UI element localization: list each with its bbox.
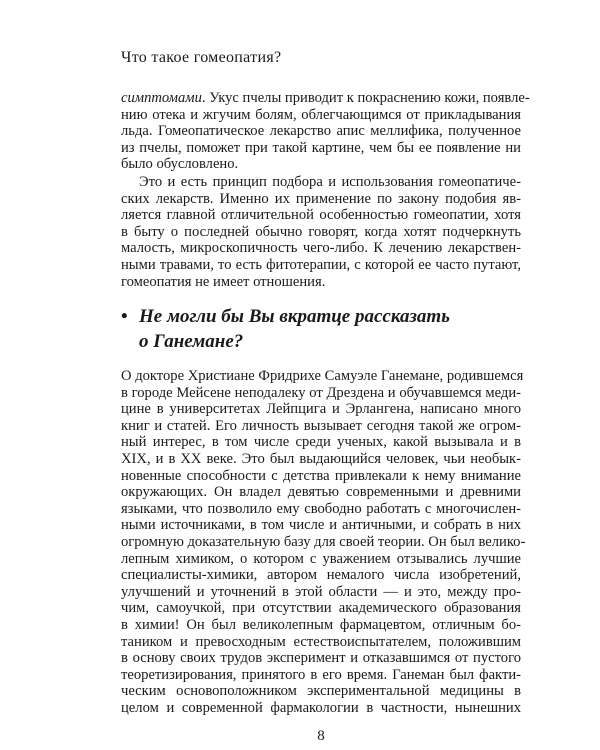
text-line: ными травами, то есть фитотерапии, с которой ее часто путают, bbox=[121, 256, 521, 273]
text-line: лепным химиком, о котором с уважением отзывались лучшие bbox=[121, 550, 521, 567]
text-line: гомеопатия не имеет отношения. bbox=[121, 273, 326, 290]
text-span: . Укус пчелы приводит к покраснению кожи, появле- bbox=[201, 90, 530, 106]
text-line: теоретизирования, принятого в его время. Ганеман был факти- bbox=[121, 666, 521, 683]
page-number: 8 bbox=[317, 728, 325, 744]
paragraph-1 bbox=[121, 90, 530, 173]
text-line: было обусловлено. bbox=[121, 156, 239, 173]
paragraph-2 bbox=[121, 174, 521, 290]
book-page bbox=[121, 0, 530, 750]
text-line: в быту о последней обычно говорят, когда хотят подчеркнуть bbox=[121, 223, 521, 240]
text-line: специалисты-химики, автором немалого числа изобретений, bbox=[121, 567, 521, 584]
text-line: ными источниками, в том числе и античными, и собрать в них bbox=[121, 517, 521, 534]
text-line: книг и статей. Его личность вызывает сегодня такой же огром- bbox=[121, 417, 521, 434]
text-line: нию отека и жгучим болям, облегчающимся от прикладывания bbox=[121, 106, 521, 123]
question-line: Не могли бы Вы вкратце рассказать bbox=[139, 306, 450, 327]
text-line: чим, самоучкой, при отсутствии академического образования bbox=[121, 600, 521, 617]
italic-term: симптомами bbox=[121, 90, 202, 106]
text-line: О докторе Христиане Фридрихе Самуэле Ганемане, родившемся bbox=[121, 368, 524, 384]
bullet-icon: • bbox=[121, 306, 128, 327]
running-header: Что такое гомеопатия? bbox=[121, 49, 282, 66]
text-line: льда. Гомеопатическое лекарство апис меллифика, полученное bbox=[121, 123, 521, 140]
text-line bbox=[121, 90, 530, 107]
text-line: ный интерес, в том числе среди ученых, какой вызывала и в bbox=[121, 434, 521, 451]
text-line: огромную доказательную базу для своей теории. Он был велико- bbox=[121, 533, 526, 550]
question-line: о Ганемане? bbox=[139, 331, 244, 352]
text-line: новенные способности с детства привлекали к нему внимание bbox=[121, 467, 521, 484]
paragraph-3 bbox=[121, 368, 526, 716]
text-line: ских лекарств. Именно их применение по закону подобия яв- bbox=[121, 190, 521, 207]
text-line: XIX, и в XX веке. Это был выдающийся человек, чьи необык- bbox=[121, 450, 521, 467]
text-line: в химии! Он был великолепным фармацевтом, отличным бо- bbox=[121, 616, 521, 633]
text-line: в городе Мейсене неподалеку от Дрездена и обучавшемся меди- bbox=[121, 384, 521, 401]
text-line: малость, микроскопичность чего-либо. К лечению лекарствен- bbox=[121, 240, 521, 257]
text-line: Это и есть принцип подбора и использования гомеопатиче- bbox=[139, 174, 521, 190]
text-line: окружающих. Он владел девятью современными и древними bbox=[121, 484, 521, 501]
text-line: целом и современной фармакологии в частности, нынешних bbox=[121, 699, 521, 716]
text-line: таником и превосходным естествоиспытателем, положившим bbox=[121, 633, 521, 650]
text-line: ческим основоположником экспериментальной медицины в bbox=[121, 683, 521, 700]
text-line: улучшений и уточнений в этой области — и это, между про- bbox=[121, 583, 521, 600]
text-line: цине в университетах Лейпцига и Эрлангена, написано много bbox=[121, 401, 521, 418]
text-line: в основу своих трудов эксперимент и отказавшимся от пустого bbox=[121, 650, 521, 667]
text-line: ляется главной отличительной особенностью гомеопатии, хотя bbox=[121, 207, 521, 224]
text-line: языками, что позволило ему свободно работать с многочислен- bbox=[121, 500, 521, 517]
question-heading bbox=[121, 304, 450, 354]
text-line: из пчелы, поможет при такой картине, чем бы ее появление ни bbox=[121, 139, 521, 156]
